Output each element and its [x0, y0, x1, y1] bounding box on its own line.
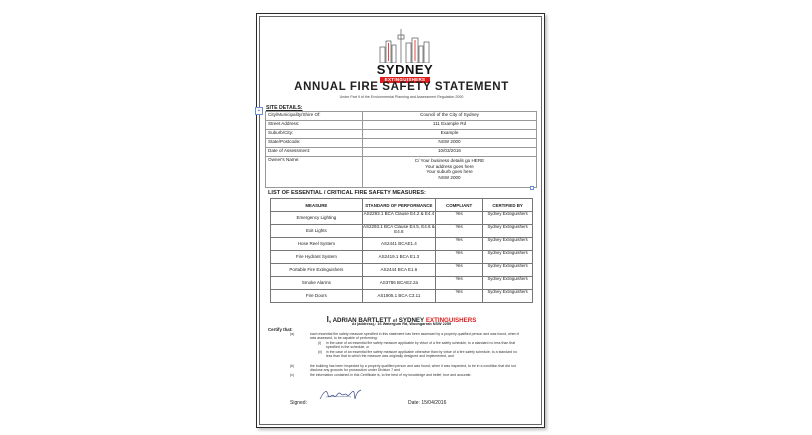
site-label: Date of Assessment:: [266, 148, 363, 157]
standard-cell: AS3786 BCAE2.2a: [362, 277, 435, 290]
skyline-icon: [378, 29, 432, 63]
certified-cell: Sydney Extinguishers: [483, 238, 533, 251]
table-row: [271, 212, 533, 225]
table-row: [266, 148, 537, 157]
standard-cell: AS2444 BCA E1.6: [362, 264, 435, 277]
compliant-cell: Yes: [436, 277, 483, 290]
site-details-heading: SITE DETAILS:: [266, 105, 303, 111]
page-border: [259, 16, 542, 425]
table-move-handle-icon[interactable]: +: [255, 107, 263, 115]
measure-cell: Emergency Lighting: [271, 212, 363, 225]
certify-label: Certify that:: [268, 327, 293, 332]
declarant-prefix: I,: [326, 315, 332, 324]
measure-cell: Portable Fire Extinguishers: [271, 264, 363, 277]
table-row: [271, 251, 533, 264]
table-row: [266, 157, 537, 188]
site-value: Example: [363, 130, 537, 139]
owner-label: Owner's Name:: [266, 157, 363, 188]
measure-cell: Smoke Alarms: [271, 277, 363, 290]
table-header-row: [271, 199, 533, 212]
standard-cell: AS2293.1 BCA Clause E4.2 & E4.4: [362, 212, 435, 225]
signature-image: [318, 387, 363, 403]
col-header-measure: MEASURE: [271, 199, 363, 212]
site-label: City/Municipality/Shire Of:: [266, 112, 363, 121]
col-header-certified: CERTIFIED BY: [483, 199, 533, 212]
measure-cell: Hose Reel System: [271, 238, 363, 251]
standard-cell: AS2441 BCAE1.4: [362, 238, 435, 251]
fire-safety-measures-table: [270, 198, 533, 303]
site-value: Council of the City of Sydney: [363, 112, 537, 121]
site-label: State/Postcode:: [266, 139, 363, 148]
table-resize-handle[interactable]: [530, 186, 534, 190]
signed-date: Date: 15/04/2016: [408, 400, 447, 406]
site-label: Street Address:: [266, 121, 363, 130]
certified-cell: Sydney Extinguishers: [483, 225, 533, 238]
table-row: [271, 238, 533, 251]
measure-cell: Fire Doors: [271, 290, 363, 303]
clause-mark: (a): [290, 332, 295, 336]
site-details-table: [265, 111, 537, 188]
table-row: [271, 290, 533, 303]
document-page: [256, 13, 545, 428]
table-row: [266, 139, 537, 148]
clause-mark: (i): [318, 341, 322, 345]
site-value: 10/03/2016: [363, 148, 537, 157]
sydney-extinguishers-logo: [370, 29, 440, 89]
table-row: [266, 112, 537, 121]
table-row: [271, 264, 533, 277]
logo-sub-text: EXTINGUISHERS: [380, 77, 430, 83]
standard-cell: AS1905.1 BCA C3.11: [362, 290, 435, 303]
compliant-cell: Yes: [436, 251, 483, 264]
measure-cell: Exit Lights: [271, 225, 363, 238]
compliant-cell: Yes: [436, 238, 483, 251]
clause-a-ii: in the case of an essential fire safety measure applicable otherwise than by virtue of a fire safety schedule, to a standard no less than that to which the measure was originally designed and implemented, and: [326, 350, 518, 359]
clause-a: each essential fire safety measure specified in this statement has been assessed by a properly qualified person and was found, when it was assessed, to be capable of performing:: [310, 332, 520, 341]
col-header-compliant: COMPLIANT: [436, 199, 483, 212]
document-subtitle: Under Part 9 of the Environmental Planning and Assessment Regulation 2000: [339, 95, 464, 99]
declarant-name: ADRIAN BARTLETT: [332, 317, 392, 324]
clause-c: the information contained in this Certificate is, to the best of my knowledge and belief, true and accurate.: [310, 373, 472, 377]
certified-cell: Sydney Extinguishers: [483, 290, 533, 303]
owner-line: NSW 2000: [438, 174, 461, 180]
standard-cell: AS2293.1 BCA Clause E4.5, E4.6 & E4.8: [362, 225, 435, 238]
clause-mark: (b): [290, 364, 295, 368]
declarant-of: of: [392, 318, 397, 323]
compliant-cell: Yes: [436, 212, 483, 225]
table-row: [266, 130, 537, 139]
site-label: Suburb/City:: [266, 130, 363, 139]
standard-cell: AS2419.1 BCA E1.3: [362, 251, 435, 264]
table-row: [266, 121, 537, 130]
col-header-standard: STANDARD OF PERFORMANCE: [362, 199, 435, 212]
owner-line: Your address goes here: [425, 163, 474, 169]
declarant-address: At (address),: 16 Watergum Rd, Woongarrah NSW 2259: [351, 322, 452, 326]
company-name-red: EXTINGUISHERS: [425, 317, 477, 324]
company-name: SYDNEY: [398, 317, 425, 324]
clause-mark: (ii): [318, 350, 322, 354]
certified-cell: Sydney Extinguishers: [483, 264, 533, 277]
compliant-cell: Yes: [436, 290, 483, 303]
signed-label: Signed:: [290, 400, 307, 406]
clause-a-i: in the case of an essential fire safety measure applicable by virtue of a fire safety schedule, to a standard no less than that specified in the schedule, or: [326, 341, 516, 350]
site-value: 111 Example Rd: [363, 121, 537, 130]
certified-cell: Sydney Extinguishers: [483, 251, 533, 264]
owner-line: C/ Your business details go HERE: [414, 158, 485, 163]
measures-heading: LIST OF ESSENTIAL / CRITICAL FIRE SAFETY MEASURES:: [268, 190, 426, 196]
clause-b: the building has been inspected by a properly qualified person and was found, when it was inspected, to be in a condition that did not disclose any grounds for prosecution under Division 7 and: [310, 364, 516, 373]
logo-brand-text: SYDNEY: [376, 62, 434, 77]
measure-cell: Fire Hydrant System: [271, 251, 363, 264]
clause-mark: (c): [290, 373, 295, 377]
compliant-cell: Yes: [436, 225, 483, 238]
owner-value: [363, 157, 537, 188]
table-row: [271, 277, 533, 290]
site-value: NSW 2000: [363, 139, 537, 148]
compliant-cell: Yes: [436, 264, 483, 277]
certified-cell: Sydney Extinguishers: [483, 212, 533, 225]
certified-cell: Sydney Extinguishers: [483, 277, 533, 290]
document-title: ANNUAL FIRE SAFETY STATEMENT: [294, 81, 509, 93]
owner-line: Your suburb goes here: [426, 169, 473, 174]
table-row: [271, 225, 533, 238]
